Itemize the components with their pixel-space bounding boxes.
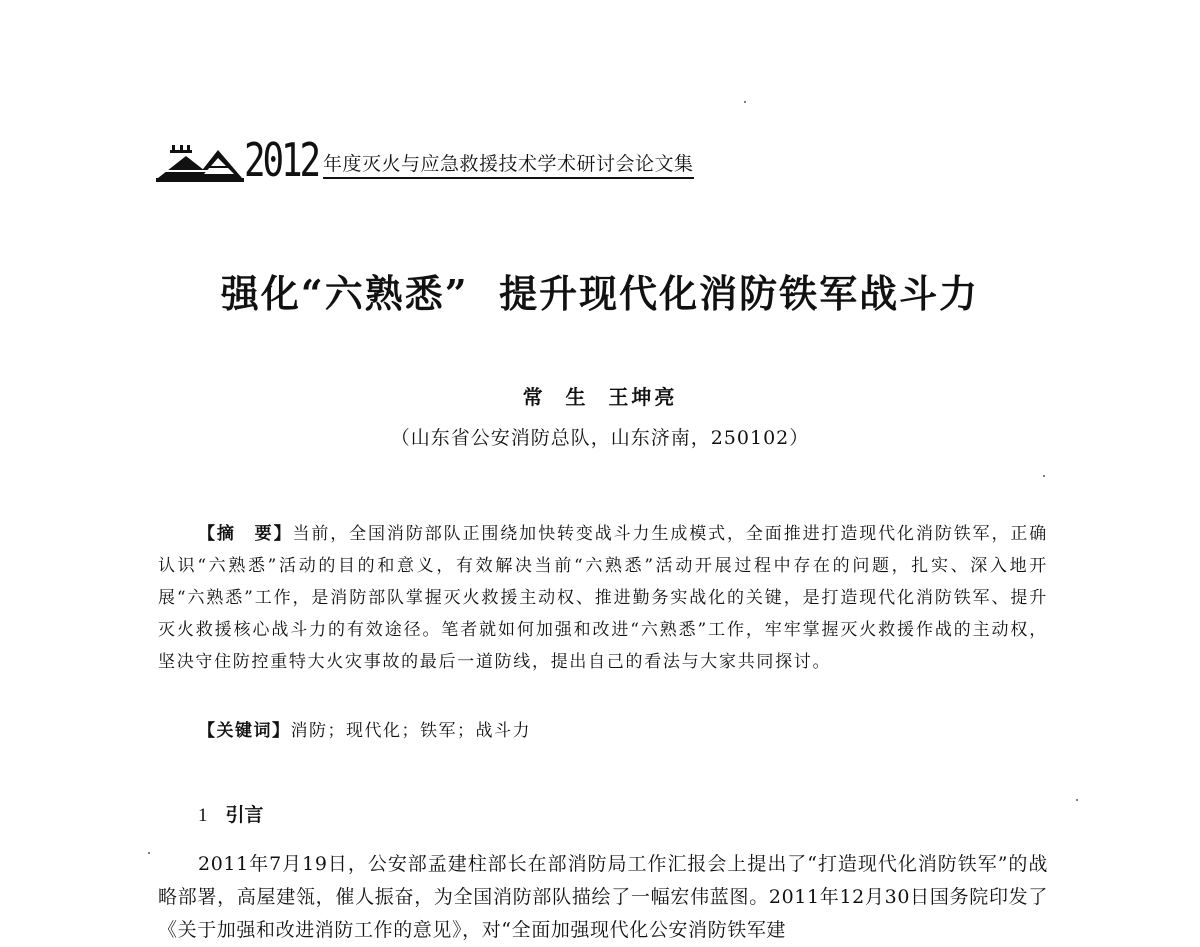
proceedings-header: [156, 133, 796, 187]
proceedings-series-title: 年度灭火与应急救援技术学术研讨会论文集: [323, 152, 694, 179]
conference-logo-icon: [156, 144, 244, 184]
abstract-block: [158, 518, 1048, 678]
author-affiliation: （山东省公安消防总队，山东济南，250102）: [390, 427, 810, 449]
keywords-block: [198, 715, 1048, 747]
scan-speck: [744, 101, 746, 103]
paper-title: 强化“六熟悉” 提升现代化消防铁军战斗力: [220, 271, 980, 316]
section-title: 引言: [225, 804, 264, 826]
scan-speck: [1076, 799, 1078, 801]
scan-speck: [148, 852, 150, 854]
abstract-label: 【摘 要】: [198, 524, 293, 544]
section-heading: [198, 800, 264, 831]
abstract-text: 当前，全国消防部队正围绕加快转变战斗力生成模式，全面推进打造现代化消防铁军，正确认识“六熟悉”活动的目的和意义，有效解决当前“六熟悉”活动开展过程中存在的问题，扎实、深入地开展“六熟悉”工作，是消防部队掌握灭火救援主动权、推进勤务实战化的关键，是打造现代化消防铁军、提升灭火救援核心战斗力的有效途径。笔者就如何加强和改进“六熟悉”工作，牢牢掌握灭火救援作战的主动权，坚决守住防控重特大火灾事故的最后一道防线，提出自己的看法与大家共同探讨。: [158, 524, 1049, 672]
paper-authors: 常 生 王坤亮: [522, 385, 678, 409]
keywords-text: 消防；现代化；铁军；战斗力: [290, 721, 531, 741]
keywords-label: 【关键词】: [198, 721, 291, 741]
scan-speck: [1043, 475, 1045, 477]
section-number: 1: [198, 805, 208, 826]
body-paragraph: 2011年7月19日，公安部孟建柱部长在部消防局工作汇报会上提出了“打造现代化消防铁军”的战略部署，高屋建瓴，催人振奋，为全国消防部队描绘了一幅宏伟蓝图。2011年12月30日国务院印发了《关于加强和改进消防工作的意见》，对“全面加强现代化公安消防铁军建: [158, 853, 1048, 941]
proceedings-year: 2012: [244, 133, 318, 187]
